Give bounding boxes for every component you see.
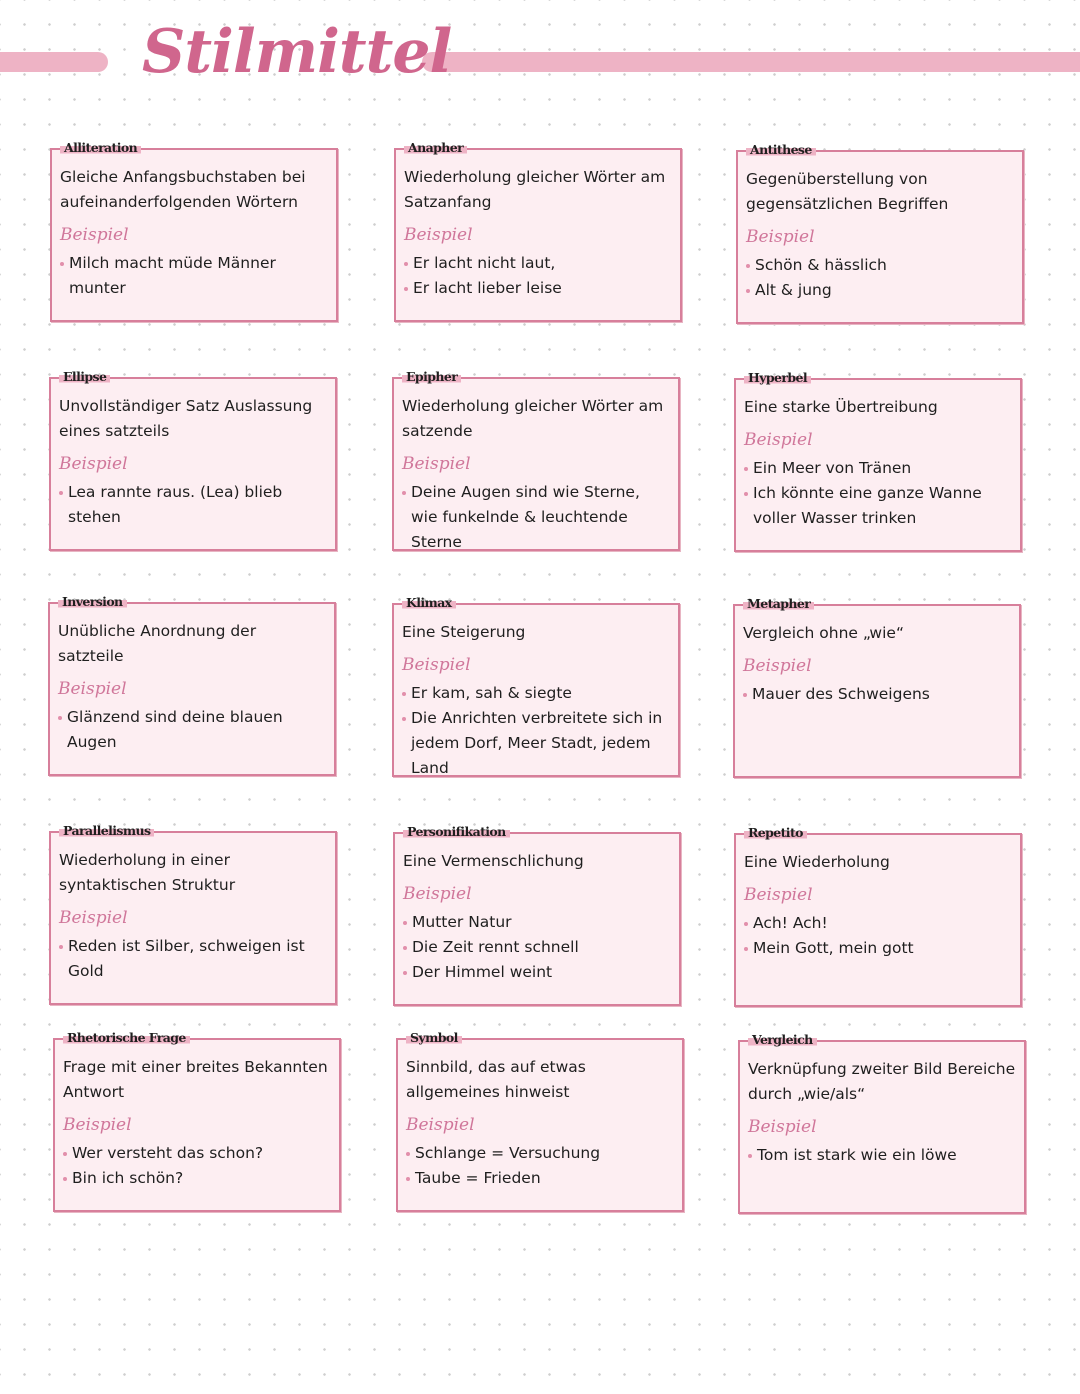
card-klimax xyxy=(392,595,680,777)
card-personifikation xyxy=(393,824,681,1006)
example-item: Ach! Ach! xyxy=(744,911,1012,936)
example-item: Milch macht müde Männer munter xyxy=(60,251,328,301)
example-item: Deine Augen sind wie Sterne, wie funkelnde & leuchtende Sterne xyxy=(402,480,670,555)
example-heading: Beispiel xyxy=(402,454,471,474)
example-item: Ich könnte eine ganze Wanne voller Wasser trinken xyxy=(744,481,1012,531)
card-title: Parallelismus xyxy=(59,822,154,839)
example-list xyxy=(404,251,672,301)
card-epipher xyxy=(392,369,680,551)
example-item: Die Zeit rennt schnell xyxy=(403,935,671,960)
card-title: Personifikation xyxy=(403,823,510,840)
card-definition: Wiederholung gleicher Wörter am satzende xyxy=(402,397,664,440)
card-title: Hyperbel xyxy=(744,369,811,386)
card-ellipse xyxy=(49,369,337,551)
example-list xyxy=(58,705,326,755)
example-item: Mein Gott, mein gott xyxy=(744,936,1012,961)
card-title: Inversion xyxy=(58,593,127,610)
example-heading: Beispiel xyxy=(59,908,128,928)
card-definition: Vergleich ohne „wie“ xyxy=(743,624,904,642)
card-title: Rhetorische Frage xyxy=(63,1029,190,1046)
example-item: Alt & jung xyxy=(746,278,1014,303)
example-list xyxy=(59,934,327,984)
example-item: Er lacht nicht laut, xyxy=(404,251,672,276)
card-hyperbel xyxy=(734,370,1022,552)
example-heading: Beispiel xyxy=(748,1117,817,1137)
example-list xyxy=(63,1141,331,1191)
card-definition: Sinnbild, das auf etwas allgemeines hinweist xyxy=(406,1058,586,1101)
example-list xyxy=(402,681,670,781)
example-list xyxy=(59,480,327,530)
card-definition: Unübliche Anordnung der satzteile xyxy=(58,622,257,665)
example-heading: Beispiel xyxy=(59,454,128,474)
card-vergleich xyxy=(738,1032,1026,1214)
example-heading: Beispiel xyxy=(744,885,813,905)
example-item: Er lacht lieber leise xyxy=(404,276,672,301)
example-list xyxy=(744,456,1012,531)
card-definition: Eine starke Übertreibung xyxy=(744,398,938,416)
card-title: Anapher xyxy=(404,139,467,156)
card-title: Metapher xyxy=(743,595,814,612)
example-heading: Beispiel xyxy=(60,225,129,245)
card-definition: Wiederholung gleicher Wörter am Satzanfang xyxy=(404,168,666,211)
example-heading: Beispiel xyxy=(746,227,815,247)
card-anapher xyxy=(394,140,682,322)
example-item: Tom ist stark wie ein löwe xyxy=(748,1143,1016,1168)
card-title: Antithese xyxy=(746,141,816,158)
card-title: Vergleich xyxy=(748,1031,817,1048)
example-item: Der Himmel weint xyxy=(403,960,671,985)
example-list xyxy=(406,1141,674,1191)
example-list xyxy=(744,911,1012,961)
example-list xyxy=(60,251,328,301)
card-parallelismus xyxy=(49,823,337,1005)
example-item: Er kam, sah & siegte xyxy=(402,681,670,706)
header-bar-left xyxy=(0,52,108,72)
example-item: Glänzend sind deine blauen Augen xyxy=(58,705,326,755)
card-rhetorische-frage xyxy=(53,1030,341,1212)
example-item: Ein Meer von Tränen xyxy=(744,456,1012,481)
example-item: Schlange = Versuchung xyxy=(406,1141,674,1166)
card-title: Symbol xyxy=(406,1029,462,1046)
card-title: Epipher xyxy=(402,368,461,385)
example-item: Reden ist Silber, schweigen ist Gold xyxy=(59,934,327,984)
card-definition: Gegenüberstellung von gegensätzlichen Begriffen xyxy=(746,170,949,213)
example-item: Die Anrichten verbreitete sich in jedem Dorf, Meer Stadt, jedem Land xyxy=(402,706,670,781)
card-alliteration xyxy=(50,140,338,322)
card-definition: Verknüpfung zweiter Bild Bereiche durch „wie/als“ xyxy=(748,1060,1016,1103)
card-symbol xyxy=(396,1030,684,1212)
page-title: Stilmittel xyxy=(142,17,452,87)
example-item: Taube = Frieden xyxy=(406,1166,674,1191)
card-definition: Eine Vermenschlichung xyxy=(403,852,584,870)
example-heading: Beispiel xyxy=(402,655,471,675)
example-item: Schön & hässlich xyxy=(746,253,1014,278)
card-repetito xyxy=(734,825,1022,1007)
card-antithese xyxy=(736,142,1024,324)
example-heading: Beispiel xyxy=(404,225,473,245)
card-inversion xyxy=(48,594,336,776)
example-item: Mutter Natur xyxy=(403,910,671,935)
card-metapher xyxy=(733,596,1021,778)
example-heading: Beispiel xyxy=(58,679,127,699)
card-definition: Gleiche Anfangsbuchstaben bei aufeinanderfolgenden Wörtern xyxy=(60,168,306,211)
example-list xyxy=(403,910,671,985)
example-heading: Beispiel xyxy=(406,1115,475,1135)
card-title: Ellipse xyxy=(59,368,110,385)
example-list xyxy=(743,682,1011,707)
example-list xyxy=(746,253,1014,303)
card-definition: Wiederholung in einer syntaktischen Struktur xyxy=(59,851,236,894)
card-title: Alliteration xyxy=(60,139,141,156)
example-list xyxy=(402,480,670,555)
header-bar-right xyxy=(422,52,1080,72)
card-definition: Unvollständiger Satz Auslassung eines satzteils xyxy=(59,397,313,440)
card-title: Klimax xyxy=(402,594,456,611)
example-heading: Beispiel xyxy=(743,656,812,676)
card-definition: Eine Steigerung xyxy=(402,623,526,641)
example-item: Bin ich schön? xyxy=(63,1166,331,1191)
card-title: Repetito xyxy=(744,824,807,841)
example-item: Wer versteht das schon? xyxy=(63,1141,331,1166)
example-list xyxy=(748,1143,1016,1168)
card-definition: Frage mit einer breites Bekannten Antwort xyxy=(63,1058,328,1101)
example-heading: Beispiel xyxy=(403,884,472,904)
example-item: Mauer des Schweigens xyxy=(743,682,1011,707)
example-heading: Beispiel xyxy=(744,430,813,450)
example-heading: Beispiel xyxy=(63,1115,132,1135)
card-definition: Eine Wiederholung xyxy=(744,853,890,871)
example-item: Lea rannte raus. (Lea) blieb stehen xyxy=(59,480,327,530)
